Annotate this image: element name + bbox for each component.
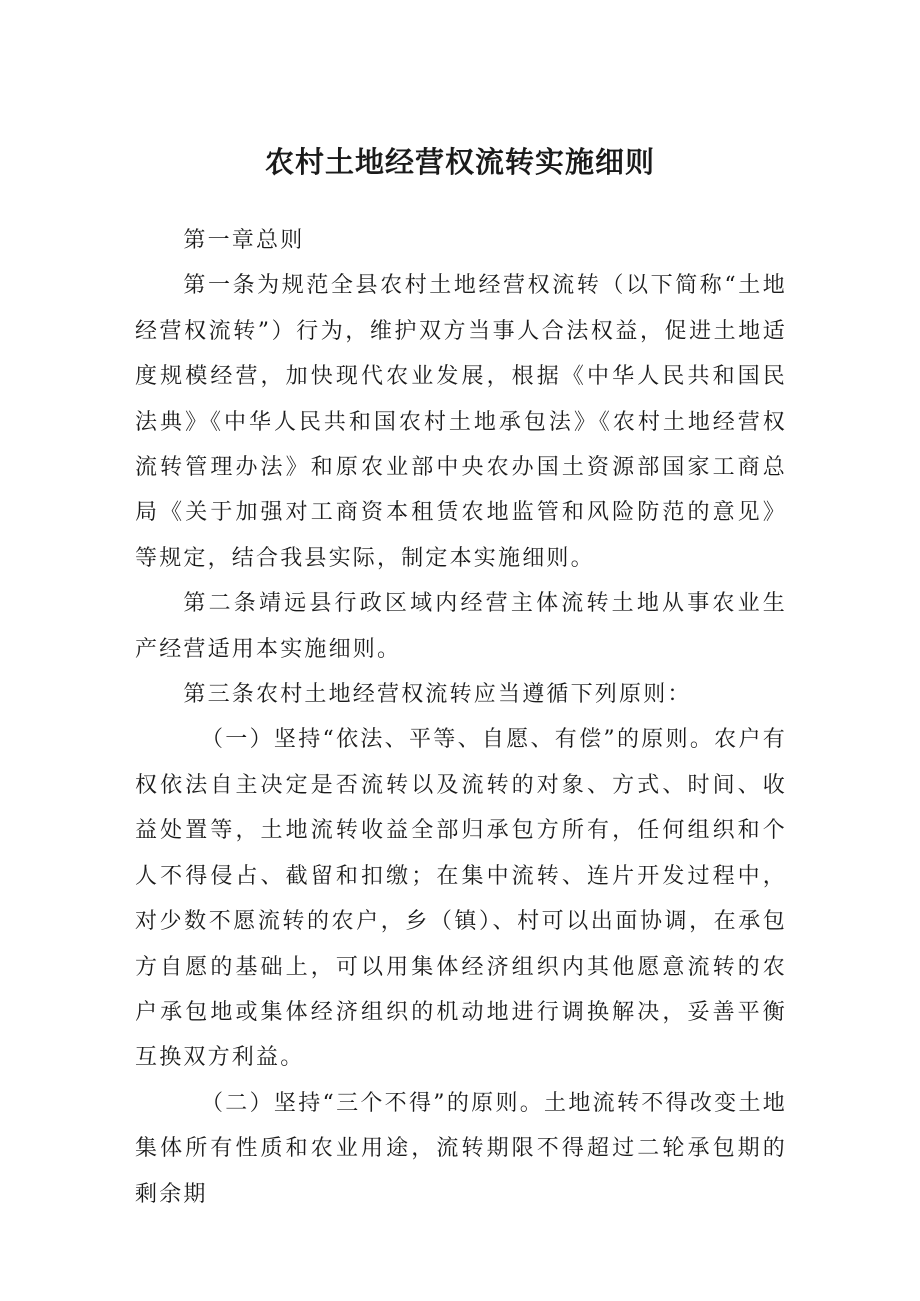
chapter-heading: 第一章总则 bbox=[183, 228, 305, 253]
principle-2-paragraph: （二）坚持“三个不得”的原则。土地流转不得改变土地集体所有性质和农业用途，流转期限不得超过二轮承包期的剩余期 bbox=[135, 1090, 787, 1207]
document-title: 农村土地经营权流转实施细则 bbox=[264, 145, 655, 179]
article-1-paragraph: 第一条为规范全县农村土地经营权流转（以下简称“土地经营权流转”）行为，维护双方当事人合法权益，促进土地适度规模经营，加快现代农业发展，根据《中华人民共和国民法典》《中华人民共和国农村土地承包法》《农村土地经营权流转管理办法》和原农业部中央农办国土资源部国家工商总局《关于加强对工商资本租赁农地监管和风险防范的意见》等规定，结合我县实际，制定本实施细则。 bbox=[135, 273, 787, 571]
article-2-paragraph: 第二条靖远县行政区域内经营主体流转土地从事农业生产经营适用本实施细则。 bbox=[135, 591, 787, 662]
principle-1-paragraph: （一）坚持“依法、平等、自愿、有偿”的原则。农户有权依法自主决定是否流转以及流转的对象、方式、时间、收益处置等，土地流转收益全部归承包方所有，任何组织和个人不得侵占、截留和扣缴；在集中流转、连片开发过程中，对少数不愿流转的农户，乡（镇）、村可以出面协调，在承包方自愿的基础上，可以用集体经济组织内其他愿意流转的农户承包地或集体经济组织的机动地进行调换解决，妥善平衡互换双方利益。 bbox=[135, 727, 787, 1071]
document-body bbox=[135, 218, 787, 1217]
article-3-paragraph: 第三条农村土地经营权流转应当遵循下列原则： bbox=[183, 682, 692, 708]
